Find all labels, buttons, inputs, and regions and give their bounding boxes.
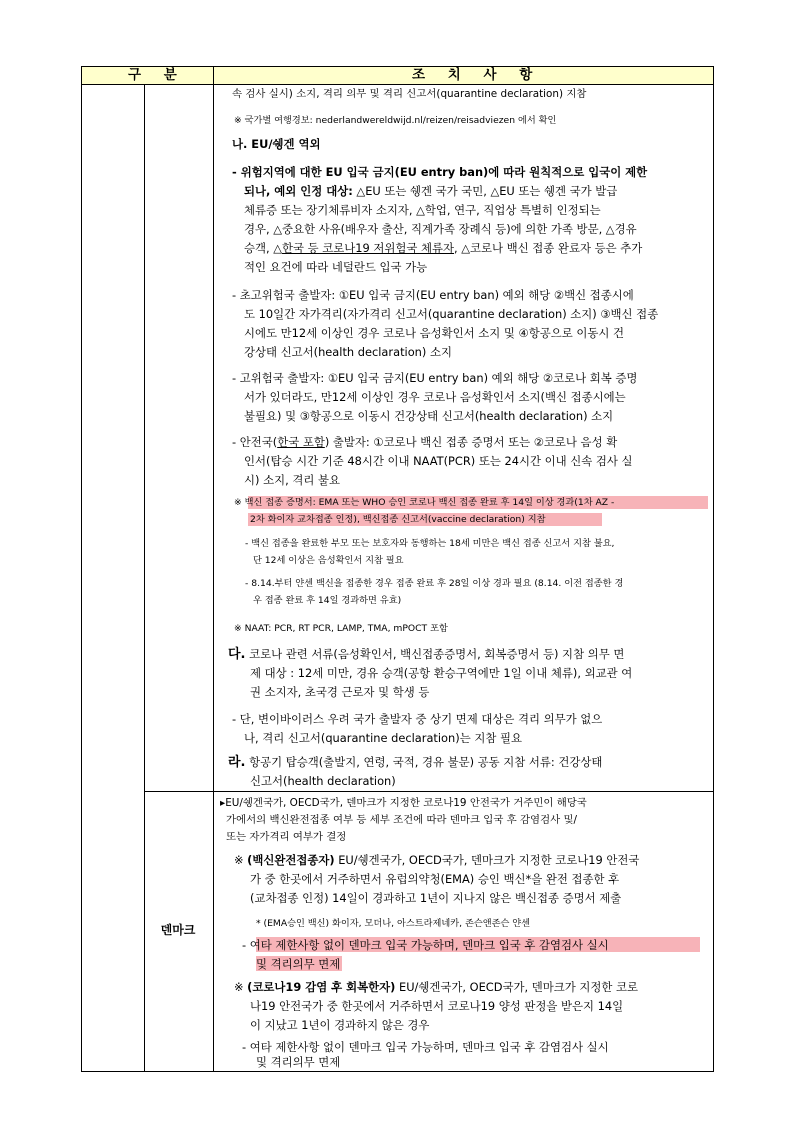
text-line: 속 검사 실시) 소지, 격리 의무 및 격리 신고서(quarantine declaration) 지참 — [232, 88, 587, 100]
text-span: 코로나 관련 서류(음성확인서, 백신접종증명서, 회복증명서 등) 지참 의무 면 — [245, 647, 625, 661]
text-line — [232, 435, 617, 449]
text-line: 강상태 신고서(health declaration) 소지 — [244, 345, 452, 359]
note-line: 2차 화이자 교차접종 인정), 백신접종 신고서(vaccine declaration) 지참 — [250, 514, 546, 525]
text-line: 도 10일간 자가격리(자가격리 신고서(quarantine declaration) 소지) ③백신 접종 — [244, 307, 659, 321]
note-line: - 8.14.부터 얀센 백신을 접종한 경우 접종 완료 후 28일 이상 경과 필요 (8.14. 이전 접종한 경 — [245, 578, 624, 589]
header-divider — [213, 67, 214, 85]
text-line: 나, 격리 신고서(quarantine declaration)는 지참 필요 — [244, 731, 522, 745]
text-line: 또는 자가격리 여부가 결정 — [226, 831, 347, 843]
text-line: 시에도 만12세 이상인 경우 코로나 음성확인서 소지 및 ④항공으로 이동시 건 — [244, 326, 625, 340]
text-line — [228, 647, 624, 662]
text-bold: 되나, 예외 인정 대상: — [244, 184, 353, 198]
text-line — [244, 184, 617, 198]
text-line — [228, 755, 602, 770]
text-line — [242, 938, 609, 952]
note-line: ※ NAAT: PCR, RT PCR, LAMP, TMA, mPOCT 포함 — [234, 623, 448, 634]
text-span: EU/쉥겐국가, OECD국가, 덴마크가 지정한 코로 — [395, 980, 639, 994]
text-line: 불필요) 및 ③항공으로 이동시 건강상태 신고서(health declaration) 소지 — [244, 409, 614, 423]
text-line: - 단, 변이바이러스 우려 국가 출발자 중 상기 면제 대상은 격리 의무가 없으 — [232, 712, 603, 726]
row-label-denmark: 덴마크 — [160, 923, 196, 937]
text-line: (교차접종 인정) 14일이 경과하고 1년이 지나지 않은 백신접종 증명서 제출 — [250, 891, 622, 905]
text-line: 및 격리의무 면제 — [256, 1055, 341, 1069]
text-span: 항공기 탑승객(출발지, 연령, 국적, 경유 불문) 공동 지참 서류: 건강상태 — [245, 755, 603, 769]
measures-table — [81, 66, 714, 1072]
row-divider — [144, 791, 713, 792]
text-span: ※ — [234, 980, 248, 994]
section-heading: 나. EU/쉥겐 역외 — [232, 137, 321, 151]
text-line — [234, 980, 638, 994]
text-line: 및 격리의무 면제 — [256, 957, 341, 971]
note-line: 단 12세 이상은 음성확인서 지참 필요 — [253, 555, 404, 566]
text-line: 적인 요건에 따라 네덜란드 입국 가능 — [244, 260, 428, 274]
text-line: 권 소지자, 초국경 근로자 및 학생 등 — [250, 685, 430, 699]
text-span: ※ — [234, 497, 245, 508]
text-line: 가에서의 백신완전접종 여부 등 세부 조건에 따라 덴마크 입국 후 감염검사 및/ — [226, 814, 577, 826]
text-line: 체류증 또는 장기체류비자 소지자, △학업, 연구, 직업상 특별히 인정되는 — [244, 203, 601, 217]
text-line: 가 중 한곳에서 거주하면서 유럽의약청(EMA) 승인 백신*을 완전 접종한 후 — [250, 872, 620, 886]
text-underline: 한국 포함 — [277, 435, 325, 449]
text-span: EU/쉥겐국가, OECD국가, 덴마크가 지정한 코로나19 안전국 — [334, 853, 640, 867]
text-span: ) 출발자: ①코로나 백신 접종 증명서 또는 ②코로나 음성 확 — [324, 435, 618, 449]
text-line: 서가 있더라도, 만12세 이상인 경우 코로나 음성확인서 소지(백신 접종시에는 — [244, 390, 626, 404]
text-line — [244, 241, 642, 255]
note-line: ※ 국가별 여행경보: nederlandwereldwijd.nl/reizen/reisadviezen 에서 확인 — [234, 115, 557, 126]
text-line: - 여타 제한사항 없이 덴마크 입국 가능하며, 덴마크 입국 후 감염검사 실시 — [242, 1040, 609, 1054]
note-line: - 백신 접종을 완료한 부모 또는 보호자와 동행하는 18세 미만은 백신 접종 신고서 지참 불요, — [245, 538, 615, 549]
text-line: - 초고위험국 출발자: ①EU 입국 금지(EU entry ban) 예외 해당 ②백신 접종시에 — [232, 288, 634, 302]
table-header — [82, 67, 713, 85]
text-highlighted: 여타 제한사항 없이 덴마크 입국 가능하며, 덴마크 입국 후 감염검사 실시 — [249, 938, 609, 952]
text-line: 제 대상 : 12세 미만, 경유 승객(공항 환승구역에만 1일 이내 체류), 외교관 여 — [250, 666, 633, 680]
note-line — [234, 497, 614, 509]
col-divider-2 — [213, 85, 214, 1071]
text-underline: 한국 등 코로나19 저위험국 체류자 — [282, 241, 455, 255]
note-line: * (EMA승인 백신) 화이자, 모더나, 아스트라제네카, 존슨앤존슨 얀센 — [256, 918, 530, 929]
text-bold: 라. — [228, 755, 246, 770]
text-line: - 고위험국 출발자: ①EU 입국 금지(EU entry ban) 예외 해당 ②코로나 회복 증명 — [232, 371, 638, 385]
text-line: ▸EU/쉥겐국가, OECD국가, 덴마크가 지정한 코로나19 안전국가 거주민이 해당국 — [220, 797, 587, 809]
text-line: 인서(탑승 시간 기준 48시간 이내 NAAT(PCR) 또는 24시간 이내 신속 검사 실 — [244, 454, 633, 468]
text-bold: (백신완전접종자) — [247, 853, 335, 867]
text-bold: 다. — [228, 647, 246, 662]
note-line: 우 접종 완료 후 14일 경과하면 유효) — [253, 595, 402, 606]
text-line: 신고서(health declaration) — [250, 774, 396, 788]
header-measures: 조 치 사 항 — [412, 67, 542, 83]
text-line — [234, 853, 639, 867]
text-span: - — [242, 938, 250, 952]
text-line: 시) 소지, 격리 불요 — [244, 473, 340, 487]
text-line: 경우, △중요한 사유(배우자 출산, 직계가족 장례식 등)에 의한 가족 방문, △경유 — [244, 222, 637, 236]
text-line: 나19 안전국가 중 한곳에서 거주하면서 코로나19 양성 판정을 받은지 14일 — [250, 999, 624, 1013]
text-line: - 위험지역에 대한 EU 입국 금지(EU entry ban)에 따라 원칙적으로 입국이 제한 — [232, 165, 648, 179]
text-span: , △코로나 백신 접종 완료자 등은 추가 — [454, 241, 643, 255]
text-span: △EU 또는 쉥겐 국가 국민, △EU 또는 쉥겐 국가 발급 — [352, 184, 618, 198]
text-span: 승객, △ — [244, 241, 283, 255]
text-span: - 안전국( — [232, 435, 278, 449]
text-line: 이 지났고 1년이 경과하지 않은 경우 — [250, 1018, 430, 1032]
text-highlighted: 백신 접종 증명서: EMA 또는 WHO 승인 코로나 백신 접종 완료 후 14일 이상 경과(1차 AZ - — [244, 497, 615, 508]
text-span: ※ — [234, 853, 248, 867]
text-bold: (코로나19 감염 후 회복한자) — [247, 980, 396, 994]
header-category: 구 분 — [128, 67, 186, 83]
